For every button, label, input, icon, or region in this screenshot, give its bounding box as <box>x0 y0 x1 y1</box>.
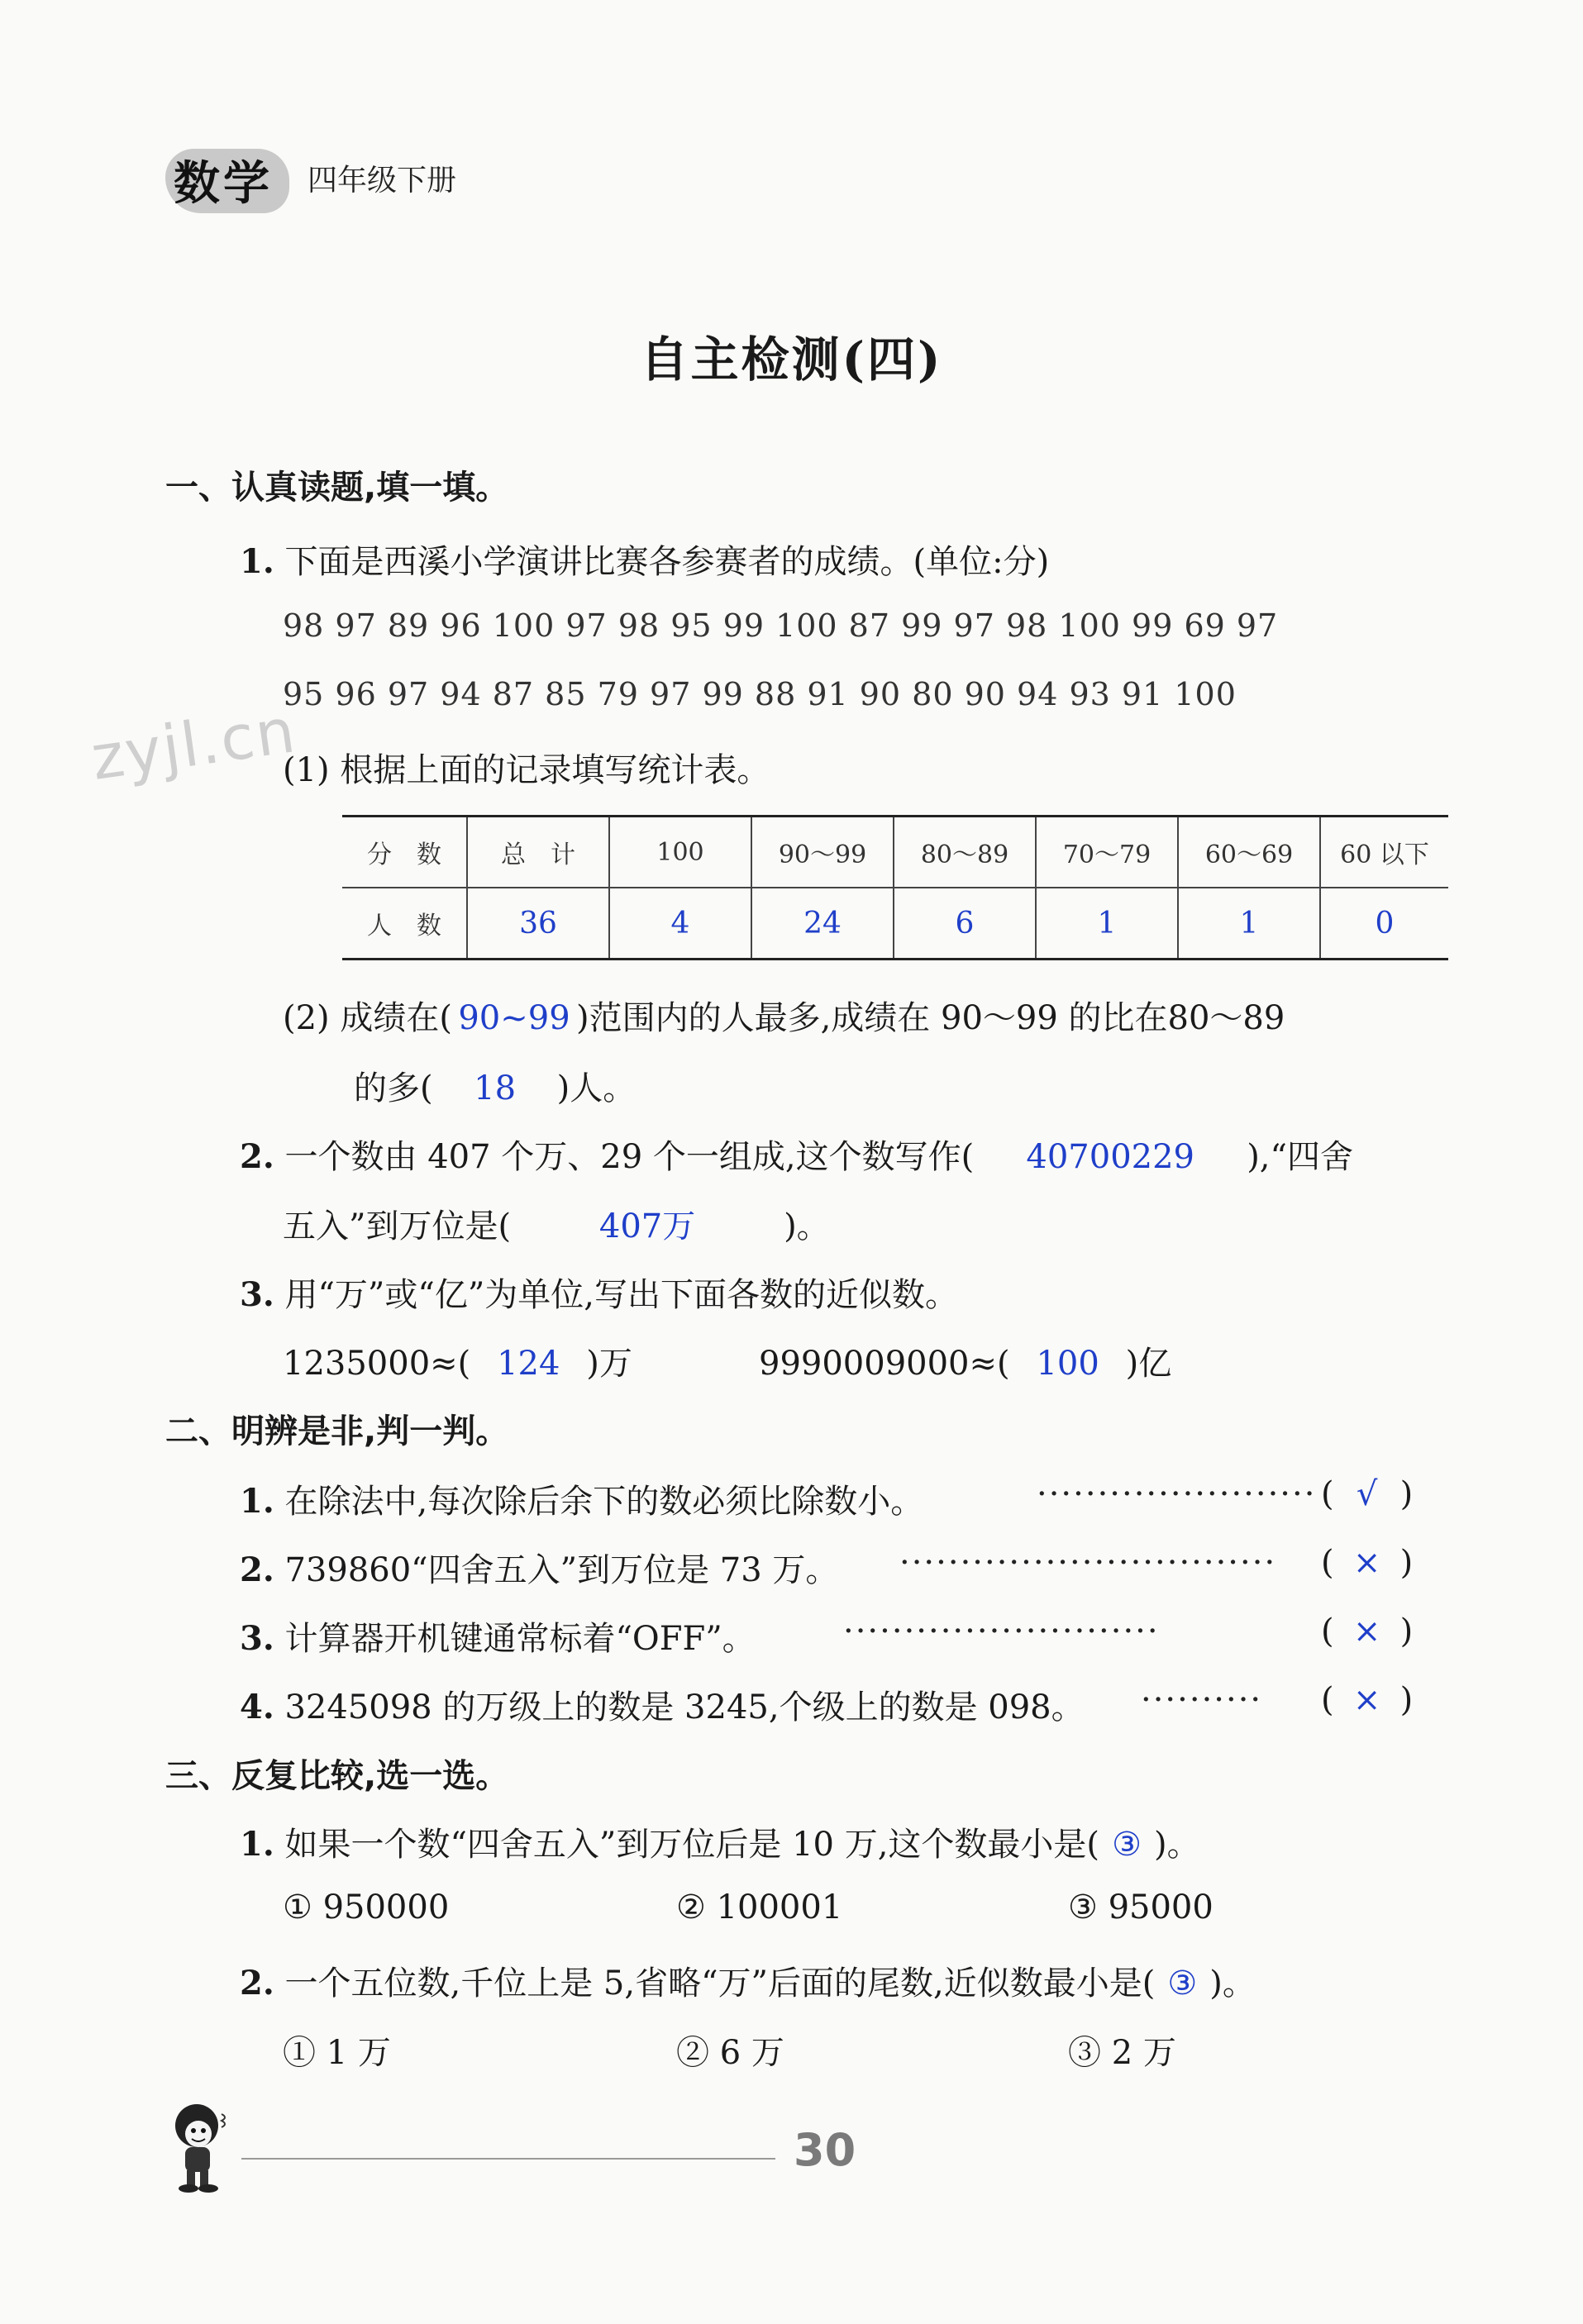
bracket-open: ( <box>1321 1544 1334 1582</box>
table-header-cell: 60～69 <box>1178 817 1320 888</box>
text-fragment: 1235000≈( <box>283 1345 471 1383</box>
bracket-close: ) <box>1399 1612 1414 1650</box>
page-title: 自主检测(四) <box>640 331 943 388</box>
question-text: 用“万”或“亿”为单位,写出下面各数的近似数。 <box>284 1276 958 1314</box>
table-header-row <box>342 817 1448 888</box>
choice-q2 <box>240 1957 1256 2004</box>
table-cell-answer: 1 <box>1036 888 1178 960</box>
option-2: ② 100001 <box>676 1888 843 1926</box>
leader-dots: ·························· <box>843 1612 1160 1650</box>
table-row-label: 人 数 <box>367 912 441 941</box>
question-number: 1. <box>240 1825 274 1864</box>
subject-label: 数学 <box>174 157 273 211</box>
option-1: ① 950000 <box>283 1888 450 1926</box>
bracket-close: ) <box>1399 1475 1414 1513</box>
table-row <box>342 888 1448 960</box>
judge-answer: √ <box>1356 1475 1378 1513</box>
table-cell-answer: 36 <box>467 888 609 960</box>
question-number: 3. <box>240 1275 274 1314</box>
text-fragment: )。 <box>1209 1964 1256 2003</box>
answer-407wan: 407万 <box>598 1207 696 1245</box>
judge-answer: × <box>1352 1612 1381 1650</box>
bracket-open: ( <box>1321 1681 1334 1719</box>
leader-dots: ·········· <box>1141 1681 1263 1719</box>
question-text: 739860“四舍五入”到万位是 73 万。 <box>284 1551 839 1589</box>
text-fragment: )范围内的人最多,成绩在 90～99 的比在80～89 <box>575 999 1285 1037</box>
s1-q3-part1 <box>283 1337 632 1384</box>
table-header-cell: 分 数 <box>342 817 467 888</box>
choice-answer: ③ <box>1112 1826 1142 1864</box>
statistics-table <box>342 815 1448 960</box>
table-cell-answer: 0 <box>1320 888 1448 960</box>
question-number: 1. <box>240 1482 274 1521</box>
text-fragment: 一个数由 407 个万、29 个一组成,这个数写作( <box>284 1138 975 1176</box>
text-fragment: 9990009000≈( <box>759 1345 1010 1383</box>
leader-dots: ······················· <box>1037 1475 1317 1513</box>
text-fragment: )。 <box>1154 1826 1200 1864</box>
question-text: 在除法中,每次除后余下的数必须比除数小。 <box>284 1483 924 1521</box>
s1-q1 <box>240 536 1049 583</box>
answer-18: 18 <box>474 1069 517 1107</box>
text-fragment: )亿 <box>1125 1345 1172 1383</box>
text-fragment: ),“四舍 <box>1247 1138 1353 1176</box>
mascot-icon <box>157 2098 240 2195</box>
scores-line-2: 95 96 97 94 87 85 79 97 99 88 91 90 80 90 94 93 91 100 <box>283 676 1237 712</box>
choice-answer: ③ <box>1167 1964 1198 2003</box>
scores-line-1: 98 97 89 96 100 97 98 95 99 100 87 99 97 98 100 99 69 97 <box>283 607 1279 644</box>
table-cell-answer: 1 <box>1178 888 1320 960</box>
judge-item <box>240 1475 923 1522</box>
s1-q2-line1 <box>240 1131 1353 1178</box>
table-header-cell: 60 以下 <box>1320 817 1448 888</box>
section3-heading: 三、反复比较,选一选。 <box>165 1757 509 1795</box>
judge-answer: × <box>1352 1681 1381 1719</box>
question-number: 1. <box>240 542 274 581</box>
bracket-close: ) <box>1399 1681 1414 1719</box>
table-header-cell: 80～89 <box>894 817 1036 888</box>
option-3: ③ 2 万 <box>1068 2034 1176 2072</box>
s1-q1-sub1: (1) 根据上面的记录填写统计表。 <box>283 751 770 789</box>
answer-bracket <box>1321 1544 1413 1582</box>
watermark: zyjl.cn <box>87 695 301 794</box>
option-2: ② 6 万 <box>676 2034 784 2072</box>
text-fragment: )万 <box>586 1345 632 1383</box>
table-cell-answer: 6 <box>894 888 1036 960</box>
text-fragment: 五入”到万位是( <box>283 1207 512 1245</box>
table-cell-answer: 4 <box>609 888 751 960</box>
s1-q1-sub2-line1 <box>283 992 1285 1039</box>
text-fragment: )。 <box>784 1207 830 1245</box>
leader-dots: ······························· <box>899 1544 1277 1582</box>
judge-item <box>240 1681 1085 1728</box>
answer-100: 100 <box>1036 1345 1099 1383</box>
bracket-open: ( <box>1321 1612 1334 1650</box>
s1-q3 <box>240 1269 958 1316</box>
question-text: 计算器开机键通常标着“OFF”。 <box>284 1620 756 1658</box>
section1-heading: 一、认真读题,填一填。 <box>165 469 509 507</box>
judge-item <box>240 1612 756 1660</box>
text-fragment: (2) 成绩在( <box>283 999 452 1037</box>
answer-40700229: 40700229 <box>1026 1138 1194 1176</box>
choice-q1 <box>240 1818 1200 1865</box>
grade-label: 四年级下册 <box>308 164 457 198</box>
answer-90-99: 90~99 <box>458 999 570 1037</box>
table-cell-answer: 24 <box>751 888 894 960</box>
table-header-cell: 70～79 <box>1036 817 1178 888</box>
question-text: 3245098 的万级上的数是 3245,个级上的数是 098。 <box>284 1688 1085 1726</box>
text-fragment: 的多( <box>354 1069 433 1107</box>
option-3: ③ 95000 <box>1068 1888 1213 1926</box>
text-fragment: )人。 <box>556 1069 637 1107</box>
page-number: 30 <box>794 2124 856 2176</box>
table-header-cell: 100 <box>609 817 751 888</box>
answer-bracket <box>1321 1681 1413 1719</box>
question-number: 4. <box>240 1688 274 1726</box>
judge-answer: × <box>1352 1544 1381 1582</box>
s1-q1-sub2-line2 <box>354 1062 636 1109</box>
question-number: 3. <box>240 1619 274 1658</box>
question-number: 2. <box>240 1137 274 1176</box>
question-number: 2. <box>240 1964 274 2003</box>
bracket-open: ( <box>1321 1475 1334 1513</box>
question-number: 2. <box>240 1550 274 1589</box>
answer-bracket <box>1321 1475 1413 1513</box>
answer-124: 124 <box>497 1345 560 1383</box>
judge-item <box>240 1544 838 1591</box>
question-text: 下面是西溪小学演讲比赛各参赛者的成绩。(单位:分) <box>284 543 1050 581</box>
s1-q3-part2 <box>759 1337 1171 1384</box>
footer-rule <box>241 2158 775 2160</box>
text-fragment: 一个五位数,千位上是 5,省略“万”后面的尾数,近似数最小是( <box>284 1964 1156 2003</box>
s1-q2-line2 <box>283 1200 830 1247</box>
answer-bracket <box>1321 1612 1413 1650</box>
table-header-cell: 90～99 <box>751 817 894 888</box>
option-1: ① 1 万 <box>283 2034 391 2072</box>
table-header-cell: 总 计 <box>467 817 609 888</box>
bracket-close: ) <box>1399 1544 1414 1582</box>
section2-heading: 二、明辨是非,判一判。 <box>165 1412 509 1450</box>
text-fragment: 如果一个数“四舍五入”到万位后是 10 万,这个数最小是( <box>284 1826 1100 1864</box>
